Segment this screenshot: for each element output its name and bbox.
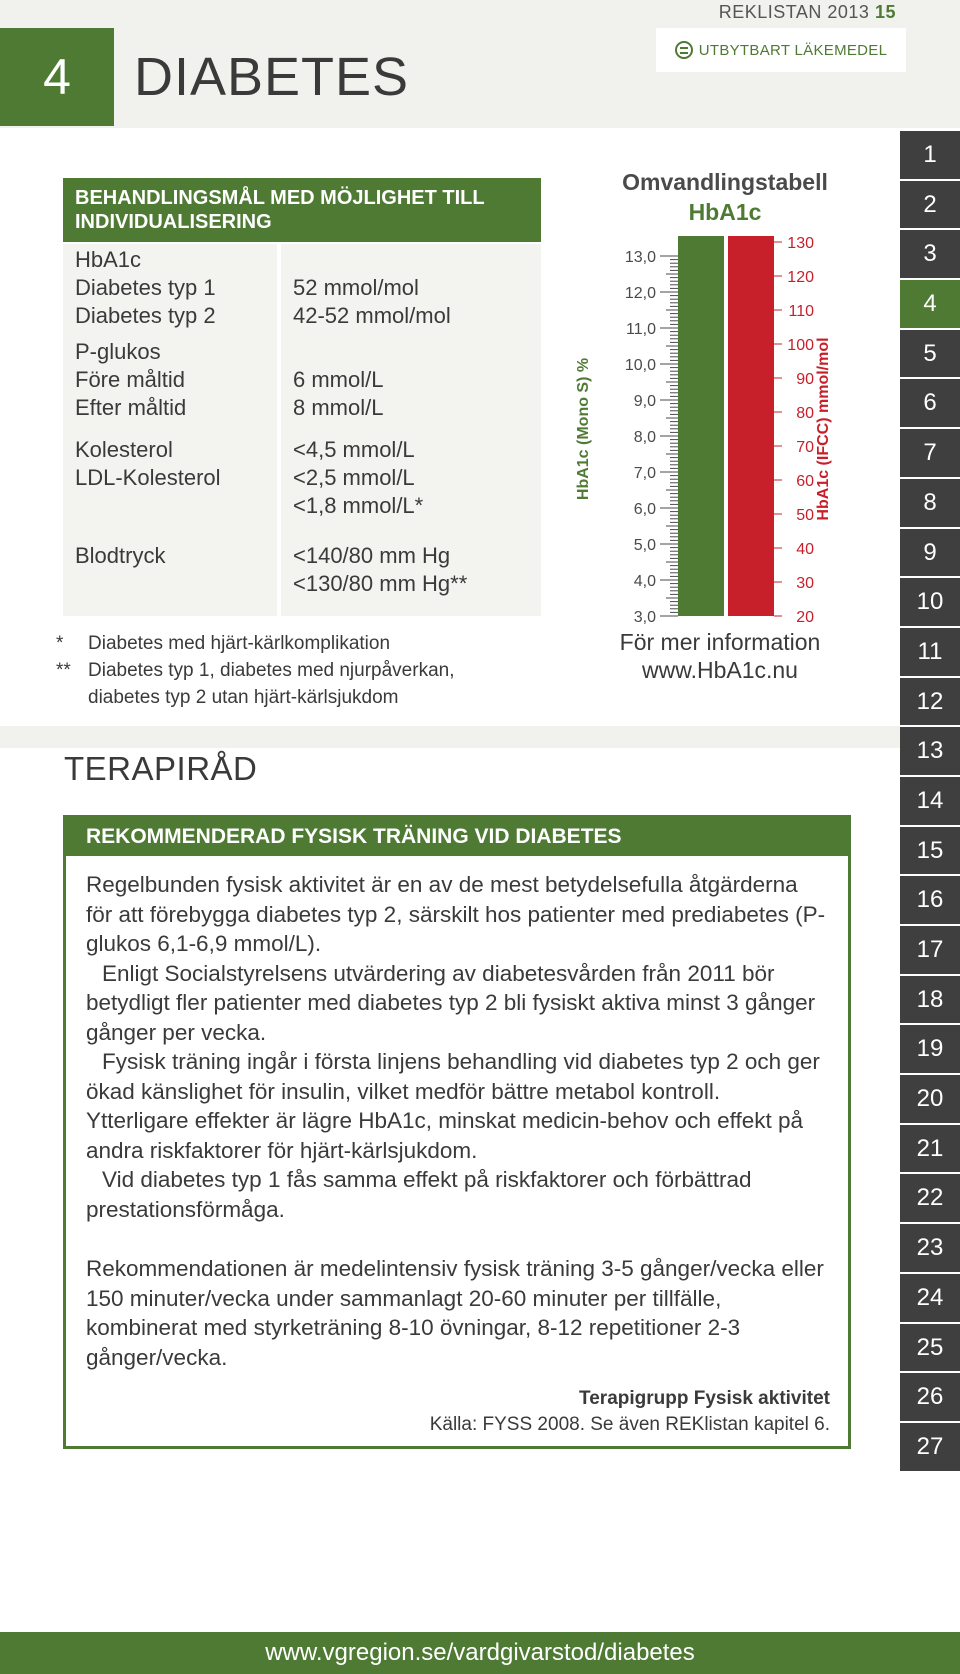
goals-title: BEHANDLINGSMÅL MED MÖJLIGHET TILL INDIVIDUALISERING — [63, 178, 541, 242]
goal-value: <4,5 mmol/L — [293, 437, 415, 462]
goal-value: <130/80 mm Hg** — [293, 571, 468, 596]
left-tick-label: 6,0 — [633, 501, 656, 518]
right-tick-label: 80 — [796, 405, 814, 422]
chapter-tab-20[interactable]: 20 — [900, 1075, 960, 1125]
goal-value: 52 mmol/mol — [293, 275, 419, 300]
goals-table — [63, 244, 541, 616]
paragraph: Enligt Socialstyrelsens utvärdering av diabetesvården från 2011 bör betydligt fler patienter med diabetes typ 2 bli fysiskt aktiva minst 3 gånger gånger per vecka. — [86, 960, 816, 1045]
footnotes — [56, 630, 455, 711]
chapter-tab-12[interactable]: 12 — [900, 678, 960, 728]
chapter-tab-10[interactable]: 10 — [900, 578, 960, 628]
goal-label: Före måltid — [75, 367, 186, 392]
right-tick-label: 120 — [787, 269, 814, 286]
paragraph: Fysisk träning ingår i första linjens behandling vid diabetes typ 2 och ger ökad känslighet för insulin, vilket medför bättre metabol kontroll. Ytterligare effekter är lägre HbA1c, minskat medicin-behov och effekt på andra riskfaktorer för hjärt-kärlsjukdom. — [86, 1049, 820, 1163]
chapter-tab-2[interactable]: 2 — [900, 181, 960, 231]
goal-label: Kolesterol — [75, 437, 173, 462]
conversion-title: Omvandlingstabell — [622, 169, 828, 195]
more-info-label: För mer information — [619, 629, 821, 655]
goal-value: <1,8 mmol/L* — [293, 493, 424, 518]
footnote-text: Diabetes typ 1, diabetes med njurpåverkan, — [88, 660, 455, 681]
more-info-url[interactable]: www.HbA1c.nu — [642, 657, 798, 683]
exercise-signature — [430, 1386, 830, 1438]
left-tick-label: 10,0 — [624, 357, 656, 374]
right-tick-label: 40 — [796, 541, 814, 558]
footnote — [56, 684, 455, 711]
left-tick-label: 13,0 — [624, 249, 656, 266]
chapter-tab-17[interactable]: 17 — [900, 926, 960, 976]
conversion-subtitle: HbA1c — [688, 199, 762, 225]
right-tick-label: 100 — [787, 337, 814, 354]
chapter-tab-13[interactable]: 13 — [900, 727, 960, 777]
goal-value: 8 mmol/L — [293, 395, 384, 420]
chapter-tabs — [900, 131, 960, 1473]
goal-label: Blodtryck — [75, 543, 166, 568]
chapter-tab-5[interactable]: 5 — [900, 330, 960, 380]
right-tick-label: 20 — [796, 609, 814, 626]
left-tick-label: 4,0 — [633, 573, 656, 590]
goal-label: HbA1c — [75, 247, 142, 272]
chapter-tab-16[interactable]: 16 — [900, 876, 960, 926]
left-tick-label: 3,0 — [633, 609, 656, 626]
chapter-tab-23[interactable]: 23 — [900, 1224, 960, 1274]
chapter-tab-15[interactable]: 15 — [900, 827, 960, 877]
chapter-tab-18[interactable]: 18 — [900, 976, 960, 1026]
interchangeable-icon — [675, 41, 693, 59]
footnote-text: Diabetes med hjärt-kärlkomplikation — [88, 633, 391, 654]
footnote-mark: ** — [56, 660, 71, 681]
right-tick-label: 130 — [787, 235, 814, 252]
chapter-tab-1[interactable]: 1 — [900, 131, 960, 181]
chapter-tab-21[interactable]: 21 — [900, 1125, 960, 1175]
chapter-tab-24[interactable]: 24 — [900, 1274, 960, 1324]
conversion-chart — [570, 226, 870, 633]
right-axis-label: HbA1c (IFCC) mmol/mol — [815, 337, 832, 521]
footer-url[interactable]: www.vgregion.se/vardgivarstod/diabetes — [0, 1632, 960, 1674]
chapter-tab-14[interactable]: 14 — [900, 777, 960, 827]
section-band — [0, 726, 900, 748]
paragraph: Regelbunden fysisk aktivitet är en av de mest betydelsefulla åtgärderna för att förebygga diabetes typ 2, särskilt hos patienter med prediabetes (P-glukos 6,1-6,9 mmol/L). — [86, 872, 826, 956]
footnote-text: diabetes typ 2 utan hjärt-kärlsjukdom — [88, 687, 399, 708]
conversion-chart-svg — [570, 226, 870, 628]
exercise-box-title: REKOMMENDERAD FYSISK TRÄNING VID DIABETES — [66, 818, 848, 856]
chapter-number: 4 — [0, 28, 114, 126]
right-tick-label: 110 — [788, 303, 814, 320]
chapter-title: DIABETES — [134, 47, 410, 107]
goal-label: P-glukos — [75, 339, 161, 364]
right-tick-label: 70 — [796, 439, 814, 456]
chapter-tab-4[interactable]: 4 — [900, 280, 960, 330]
chapter-tab-22[interactable]: 22 — [900, 1174, 960, 1224]
goal-label: Diabetes typ 2 — [75, 303, 216, 328]
left-tick-label: 7,0 — [633, 465, 656, 482]
goal-label: Diabetes typ 1 — [75, 275, 216, 300]
exercise-text — [86, 870, 826, 1372]
right-tick-label: 90 — [796, 371, 814, 388]
chapter-tab-27[interactable]: 27 — [900, 1423, 960, 1473]
footnote — [56, 657, 455, 684]
hba1c-bar-ifcc — [728, 236, 774, 616]
paragraph: Vid diabetes typ 1 fås samma effekt på riskfaktorer och förbättrad prestationsförmåga. — [86, 1167, 752, 1222]
goal-value: 42-52 mmol/mol — [293, 303, 451, 328]
exercise-box — [63, 815, 851, 1449]
goal-value: <2,5 mmol/L — [293, 465, 415, 490]
chapter-tab-8[interactable]: 8 — [900, 479, 960, 529]
running-head — [719, 2, 896, 23]
section-heading: TERAPIRÅD — [64, 750, 258, 787]
chapter-tab-6[interactable]: 6 — [900, 379, 960, 429]
goal-value: <140/80 mm Hg — [293, 543, 451, 568]
running-head-title: REKLISTAN 2013 — [718, 2, 870, 22]
signature: Terapigrupp Fysisk aktivitet — [579, 1388, 830, 1409]
left-tick-label: 5,0 — [633, 537, 656, 554]
chapter-tab-7[interactable]: 7 — [900, 429, 960, 479]
right-tick-label: 50 — [796, 507, 814, 524]
page-number: 15 — [874, 2, 896, 22]
left-tick-label: 8,0 — [633, 429, 656, 446]
goals-divider — [277, 244, 281, 616]
chapter-tab-3[interactable]: 3 — [900, 230, 960, 280]
goal-value: 6 mmol/L — [293, 367, 384, 392]
footnote — [56, 630, 455, 657]
chapter-tab-19[interactable]: 19 — [900, 1025, 960, 1075]
source: Källa: FYSS 2008. Se även REKlistan kapitel 6. — [429, 1414, 830, 1435]
recommendation: Rekommendationen är medelintensiv fysisk träning 3-5 gånger/vecka eller 150 minuter/vecka under sammanlagt 20-60 minuter per tillfälle, kombinerat med styrketräning 8-10 övningar, 8-12 repetitioner 2-3 gånger/vecka. — [86, 1256, 824, 1370]
right-tick-label: 60 — [796, 473, 814, 490]
left-tick-label: 9,0 — [633, 393, 656, 410]
goal-label: Efter måltid — [75, 395, 187, 420]
chapter-tab-11[interactable]: 11 — [900, 628, 960, 678]
legend-badge — [656, 28, 906, 72]
goal-label: LDL-Kolesterol — [75, 465, 221, 490]
left-tick-label: 11,0 — [626, 321, 656, 338]
footnote-mark: * — [56, 633, 64, 654]
chapter-tab-9[interactable]: 9 — [900, 529, 960, 579]
footnote-mark — [56, 684, 88, 711]
conversion-more-info — [570, 628, 870, 684]
right-tick-label: 30 — [796, 575, 814, 592]
chapter-tab-26[interactable]: 26 — [900, 1373, 960, 1423]
hba1c-bar-mono — [678, 236, 724, 616]
legend-label: UTBYTBART LÄKEMEDEL — [698, 41, 888, 59]
spacer — [86, 1224, 826, 1254]
chapter-tab-25[interactable]: 25 — [900, 1324, 960, 1374]
left-axis-label: HbA1c (Mono S) % — [575, 357, 592, 501]
left-tick-label: 12,0 — [624, 285, 656, 302]
